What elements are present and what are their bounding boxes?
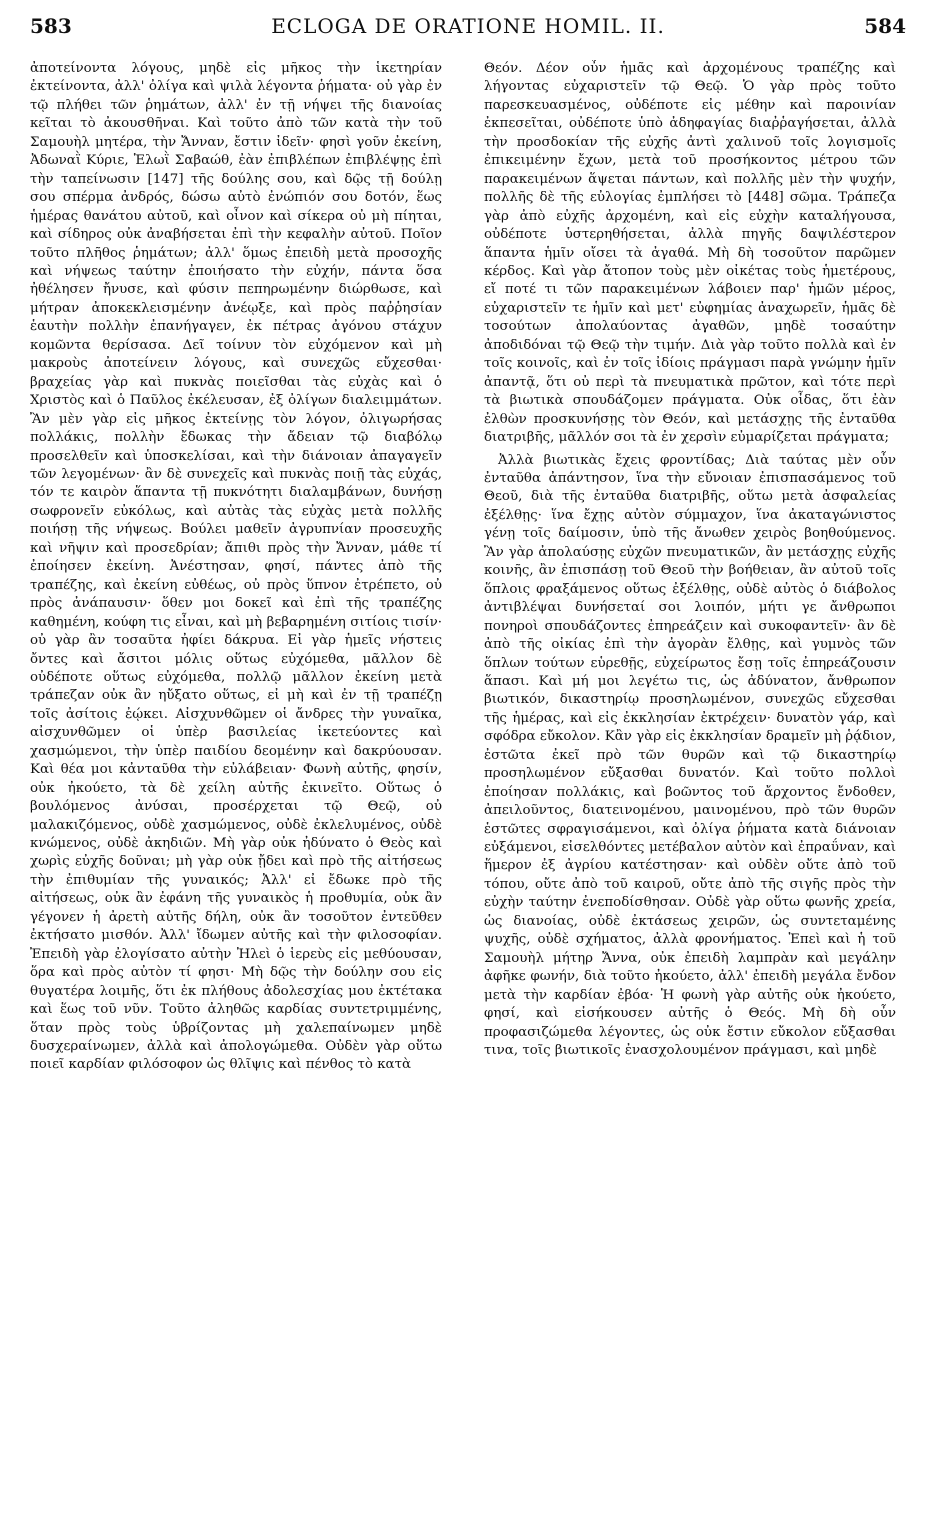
right-column [484,60,896,1520]
page-number-right: 584 [864,14,906,38]
right-paragraph-1: Θεόν. Δέον οὖν ἡμᾶς καὶ ἀρχομένους τραπέζης καὶ λήγοντας εὐχαριστεῖν τῷ Θεῷ. Ὁ γὰρ πρὸς τοῦτο παρεσκευασμένος, οὐδέποτε εἰς μέθην καὶ παροινίαν ἐκπεσεῖται, οὐδέποτε ὑπὸ ἀδηφαγίας διαῤῥαγήσεται, ἀλλὰ τὴν προσδοκίαν τῆς εὐχῆς ἀντὶ χαλινοῦ τοῖς λογισμοῖς ἐπικειμένην ἔχων, μετὰ τοῦ προσήκοντος μέτρου τῶν παρακειμένων ἅψεται πάντων, καὶ πολλῆς μὲν τὴν ψυχήν, πολλῆς δὲ τῆς εὐλογίας ἐμπλήσει τὸ [448] σῶμα. Τράπεζα γὰρ ἀπὸ εὐχῆς ἀρχομένη, καὶ εἰς εὐχὴν καταλήγουσα, οὐδέποτε ὑστερηθήσεται, ἀλλὰ πηγῆς δαψιλέστερον ἅπαντα ἡμῖν οἴσει τὰ ἀγαθά. Μὴ δὴ τοσοῦτον παρῶμεν κέρδος. Καὶ γὰρ ἄτοπον τοὺς μὲν οἰκέτας τοὺς ἡμετέρους, εἴ ποτέ τι τῶν παρακειμένων λάβοιεν παρ' ἡμῶν μέρος, εὐχαριστεῖν τε ἡμῖν καὶ μετ' εὐφημίας ἀναχωρεῖν, ἡμᾶς δὲ τοσούτων ἀπολαύοντας ἀγαθῶν, μηδὲ τοσαύτην ἀποδιδόναι τῷ Θεῷ τὴν τιμήν. Διὰ γὰρ τοῦτο πολλὰ καὶ ἐν τοῖς κοινοῖς, καὶ ἐν τοῖς ἰδίοις πράγμασι παρὰ γνώμην ἡμῖν ἀπαντᾷ, ὅτι οὐ περὶ τὰ πνευματικὰ πρῶτον, καὶ τότε περὶ τὰ βιωτικὰ σπουδάζομεν πράγματα. Οὐκ οἶδας, ὅτι ἐὰν ἐλθὼν προσκυνήσῃς τὸν Θεόν, καὶ μετάσχῃς τῆς ἐνταῦθα διατριβῆς, μᾶλλόν σοι τὰ ἐν χερσὶν εὐμαρίζεται πράγματα; [484,61,896,446]
left-column [30,60,442,1520]
left-paragraph-1: ἀποτείνοντα λόγους, μηδὲ εἰς μῆκος τὴν ἱκετηρίαν ἐκτείνοντα, ἀλλ' ὀλίγα καὶ ψιλὰ λέγοντα ῥήματα· οὐ γὰρ ἐν τῷ πλήθει τῶν ῥημάτων, ἀλλ' ἐν τῇ νήψει τῆς διανοίας κεῖται τὸ ἀκουσθῆναι. Καὶ τοῦτο ἀπὸ τῶν κατὰ τὴν τοῦ Σαμουὴλ μητέρα, τὴν Ἄνναν, ἔστιν ἰδεῖν· φησὶ γοῦν ἐκείνη, Ἀδωναῒ Κύριε, Ἐλωῒ Σαβαώθ, ἐὰν ἐπιβλέπων ἐπιβλέψῃς ἐπὶ τὴν ταπείνωσιν [147] τῆς δούλης σου, καὶ δῷς τῇ δούλῃ σου σπέρμα ἀνδρός, δώσω αὐτὸ ἐνώπιόν σου δοτόν, ἕως ἡμέρας θανάτου αὐτοῦ, καὶ οἶνον καὶ σίκερα οὐ μὴ πίηται, καὶ σίδηρος οὐκ ἀναβήσεται ἐπὶ τὴν κεφαλὴν αὐτοῦ. Ποῖον τοῦτο πλῆθος ῥημάτων; ἀλλ' ὅμως ἐπειδὴ μετὰ προσοχῆς καὶ νήψεως ταύτην ἐποιήσατο τὴν εὐχήν, πάντα ὅσα ἠθέλησεν ἤνυσε, καὶ φύσιν πεπηρωμένην διώρθωσε, καὶ μήτραν ἀποκεκλεισμένην ἀνέῳξε, καὶ πρὸς παῤῥησίαν ἑαυτὴν πολλὴν ἐπανήγαγεν, ἐκ πέτρας ἀγόνου στάχυν κομῶντα θερίσασα. Δεῖ τοίνυν τὸν εὐχόμενον καὶ μὴ μακροὺς ἀποτείνειν λόγους, καὶ συνεχῶς εὔχεσθαι· βραχείας γὰρ καὶ πυκνὰς ποιεῖσθαι τὰς εὐχὰς καὶ ὁ Χριστὸς καὶ ὁ Παῦλος ἐκέλευσαν, ἐξ ὀλίγων διαλειμμάτων. Ἂν μὲν γὰρ εἰς μῆκος ἐκτείνῃς τὸν λόγον, ὀλιγωρήσας πολλάκις, πολλὴν ἔδωκας τὴν ἄδειαν τῷ διαβόλῳ προσελθεῖν καὶ ὑποσκελίσαι, καὶ τὴν διάνοιαν ἀπαγαγεῖν τῶν λεγομένων· ἂν δὲ συνεχεῖς καὶ πυκνὰς ποιῇ τὰς εὐχάς, τόν τε καιρὸν ἅπαντα τῇ πυκνότητι διαλαμβάνων, δυνήσῃ σωφρονεῖν εὐκόλως, καὶ αὐτὰς τὰς εὐχὰς μετὰ πολλῆς ποιήσῃ τῆς νήψεως. Βούλει μαθεῖν ἀγρυπνίαν προσευχῆς καὶ νῆψιν καὶ προσεδρίαν; ἄπιθι πρὸς τὴν Ἄνναν, μάθε τί ἐποίησεν ἐκείνη. Ἀνέστησαν, φησί, πάντες ἀπὸ τῆς τραπέζης, καὶ ἐκείνη εὐθέως, οὐ πρὸς ὕπνον ἐτρέπετο, οὐ πρὸς ἀνάπαυσιν· ὅθεν μοι δοκεῖ καὶ ἐπὶ τῆς τραπέζης καθημένη, κούφη τις εἶναι, καὶ μὴ βεβαρημένη σιτίοις τισίν· οὐ γὰρ ἂν τοσαῦτα ἠφίει δάκρυα. Εἰ γὰρ ἡμεῖς νήστεις ὄντες καὶ ἄσιτοι μόλις οὕτως εὐχόμεθα, μᾶλλον δὲ οὐδέποτε οὕτως εὐχόμεθα, πολλῷ μᾶλλον ἐκείνη μετὰ τράπεζαν οὐκ ἂν ηὔξατο οὕτως, εἰ μὴ καὶ ἐν τῇ τραπέζῃ τοῖς ἀσίτοις ἐῴκει. Αἰσχυνθῶμεν οἱ ἄνδρες τὴν γυναῖκα, αἰσχυνθῶμεν οἱ ὑπὲρ βασιλείας ἱκετεύοντες καὶ χασμώμενοι, τὴν ὑπὲρ παιδίου δεομένην καὶ δακρύουσαν. Καὶ θέα μοι κἀνταῦθα τὴν εὐλάβειαν· Φωνὴ αὐτῆς, φησίν, οὐκ ἠκούετο, τὰ δὲ χείλη αὐτῆς ἐκινεῖτο. Οὕτως ὁ βουλόμενος ἀνύσαι, προσέρχεται τῷ Θεῷ, οὐ μαλακιζόμενος, οὐδὲ χασμώμενος, οὐδὲ ἐκλελυμένος, οὐδὲ κνώμενος, οὐδὲ ἀκηδιῶν. Μὴ γὰρ οὐκ ἠδύνατο ὁ Θεὸς καὶ χωρὶς εὐχῆς δοῦναι; μὴ γὰρ οὐκ ᾔδει καὶ πρὸ τῆς αἰτήσεως τὴν ἐπιθυμίαν τῆς γυναικός; Ἀλλ' εἰ ἔδωκε πρὸ τῆς αἰτήσεως, οὐκ ἂν ἐφάνη τῆς γυναικὸς ἡ προθυμία, οὐκ ἂν γέγονεν ἡ ἀρετὴ αὐτῆς δήλη, οὐκ ἂν τοσοῦτον ἐντεῦθεν ἐκτήσατο μισθόν. Ἀλλ' ἴδωμεν αὐτῆς καὶ τὴν φιλοσοφίαν. Ἐπειδὴ γὰρ ἐλογίσατο αὐτὴν Ἠλεὶ ὁ ἱερεὺς εἰς μεθύουσαν, ὅρα καὶ πρὸς αὐτὸν τί φησι· Μὴ δῷς τὴν δούλην σου εἰς θυγατέρα λοιμῆς, ὅτι ἐκ πλήθους ἀδολεσχίας μου ἐκτέτακα καὶ ἕως τοῦ νῦν. Τοῦτο ἀληθῶς καρδίας συντετριμμένης, ὅταν πρὸς τοὺς ὑβρίζοντας μὴ χαλεπαίνωμεν μηδὲ δυσχεραίνωμεν, ἀλλὰ καὶ ἀπολογώμεθα. Οὐδὲν γὰρ οὕτω ποιεῖ καρδίαν φιλόσοφον ὡς θλῖψις καὶ πένθος τὸ κατὰ [30,61,442,1073]
running-title: ECLOGA DE ORATIONE HOMIL. II. [271,14,665,38]
right-paragraph-2: Ἀλλὰ βιωτικὰς ἔχεις φροντίδας; Διὰ ταύτας μὲν οὖν ἐνταῦθα ἀπάντησον, ἵνα τὴν εὔνοιαν ἐπισπασάμενος τοῦ Θεοῦ, διὰ τῆς ἐνταῦθα διατριβῆς, οὕτω μετὰ ἀσφαλείας ἐξέλθῃς· ἵνα ἔχῃς αὐτὸν σύμμαχον, ἵνα ἀκαταγώνιστος γένῃ τοῖς δαίμοσιν, ὑπὸ τῆς ἄνωθεν χειρὸς βοηθούμενος. Ἂν γὰρ ἀπολαύσῃς εὐχῶν πνευματικῶν, ἂν μετάσχῃς εὐχῆς κοινῆς, ἂν ἐπισπάσῃ τοῦ Θεοῦ τὴν βοήθειαν, ἂν αὐτοῦ τοῖς ὅπλοις φραξάμενος οὕτως ἐξέλθῃς, οὐδὲ αὐτὸς ὁ διάβολος ἀντιβλέψαι δυνήσεταί σοι λοιπόν, μήτι γε ἄνθρωποι πονηροὶ σπουδάζοντες ἐπηρεάζειν καὶ συκοφαντεῖν· ἂν δὲ ἀπὸ τῆς οἰκίας ἐπὶ τὴν ἀγορὰν ἔλθῃς, καὶ γυμνὸς τῶν ὅπλων τούτων εὑρεθῇς, εὐχείρωτος ἔσῃ τοῖς ἐπηρεάζουσιν ἅπασι. Καὶ μή μοι λεγέτω τις, ὡς ἀδύνατον, ἄνθρωπον βιωτικόν, δικαστηρίῳ προσηλωμένον, συνεχῶς εὔχεσθαι τῆς ἡμέρας, καὶ εἰς ἐκκλησίαν ἐκτρέχειν· δυνατὸν γάρ, καὶ σφόδρα εὔκολον. Κἂν γὰρ εἰς ἐκκλησίαν δραμεῖν μὴ ῥᾴδιον, ἐστῶτα ἐκεῖ πρὸ τῶν θυρῶν καὶ τῷ δικαστηρίῳ προσηλωμένον εὔξασθαι δυνατόν. Καὶ τοῦτο πολλοὶ ἐποίησαν πολλάκις, καὶ βοῶντος τοῦ ἄρχοντος ἔνδοθεν, ἀπειλοῦντος, διατεινομένου, μαινομένου, πρὸ τῶν θυρῶν ἑστῶτες σφραγισάμενοι, καὶ ὀλίγα ῥήματα κατὰ διάνοιαν εὐξάμενοι, εἰσελθόντες μετέβαλον αὐτὸν καὶ ἐπραΰναν, καὶ ἥμερον ἐξ ἀγρίου κατέστησαν· καὶ οὐδὲν οὔτε ἀπὸ τοῦ τόπου, οὔτε ἀπὸ τοῦ καιροῦ, οὔτε ἀπὸ τῆς σιγῆς πρὸς τὴν εὐχὴν ταύτην ἐνεποδίσθησαν. Οὐδὲ γὰρ οὕτω φωνῆς χρεία, ὡς διανοίας, οὐδὲ ἐκτάσεως χειρῶν, ὡς συντεταμένης ψυχῆς, οὐδὲ σχήματος, ἀλλὰ φρονήματος. Ἐπεὶ καὶ ἡ τοῦ Σαμουὴλ μήτηρ Ἄννα, οὐκ ἐπειδὴ λαμπρὰν καὶ μεγάλην ἀφῆκε φωνήν, διὰ τοῦτο ἠκούετο, ἀλλ' ἐπειδὴ μεγάλα ἔνδον μετὰ τὴν καρδίαν ἐβόα· Ἡ φωνὴ γὰρ αὐτῆς οὐκ ἠκούετο, φησί, καὶ εἰσήκουσεν αὐτῆς ὁ Θεός. Μὴ δὴ οὖν προφασιζώμεθα λέγοντες, ὡς οὐκ ἔστιν εὔκολον εὔξασθαι τινα, τοῖς βιωτικοῖς ἐνασχολουμένον πράγμασι, καὶ μηδὲ [484,452,896,1059]
page-header [30,14,906,54]
page-number-left: 583 [30,14,72,38]
